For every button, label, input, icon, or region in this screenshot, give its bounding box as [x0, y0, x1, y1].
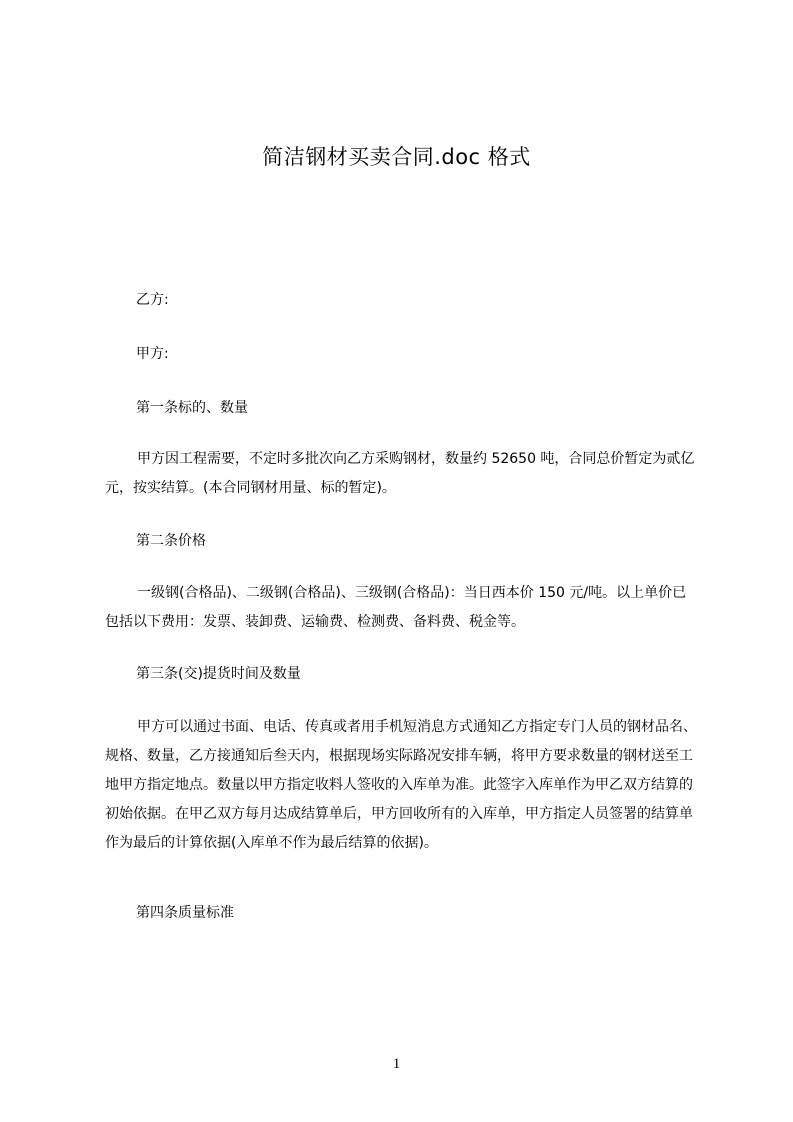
article4-heading: 第四条质量标准: [136, 905, 234, 921]
article1-heading: 第一条标的、数量: [136, 400, 248, 416]
party-b-label: 乙方:: [136, 292, 169, 308]
article3-text: 甲方可以通过书面、电话、传真或者用手机短消息方式通知乙方指定专门人员的钢材品名、规格、数量，乙方接通知后叁天内，根据现场实际路况安排车辆，将甲方要求数量的钢材送至工地甲方指定地点。数量以甲方指定收料人签收的入库单为准。此签字入库单作为甲乙双方结算的初始依据。在甲乙双方每月达成结算单后，甲方回收所有的入库单，甲方指定人员签署的结算单作为最后的计算依据(入库单不作为最后结算的依据)。: [105, 719, 697, 851]
article1-text: 甲方因工程需要，不定时多批次向乙方采购钢材，数量约 52650 吨，合同总价暂定为贰亿元，按实结算。(本合同钢材用量、标的暂定)。: [105, 451, 695, 496]
article3-heading: 第三条(交)提货时间及数量: [136, 666, 301, 682]
article2-heading: 第二条价格: [136, 533, 206, 549]
page-number: 1: [392, 1056, 401, 1072]
party-a-label: 甲方:: [136, 346, 169, 362]
document-title: 简洁钢材买卖合同.doc 格式: [262, 145, 531, 169]
article2-text: 一级钢(合格品)、二级钢(合格品)、三级钢(合格品)：当日西本价 150 元/吨。以上单价已包括以下费用：发票、装卸费、运输费、检测费、备料费、税金等。: [105, 585, 687, 630]
